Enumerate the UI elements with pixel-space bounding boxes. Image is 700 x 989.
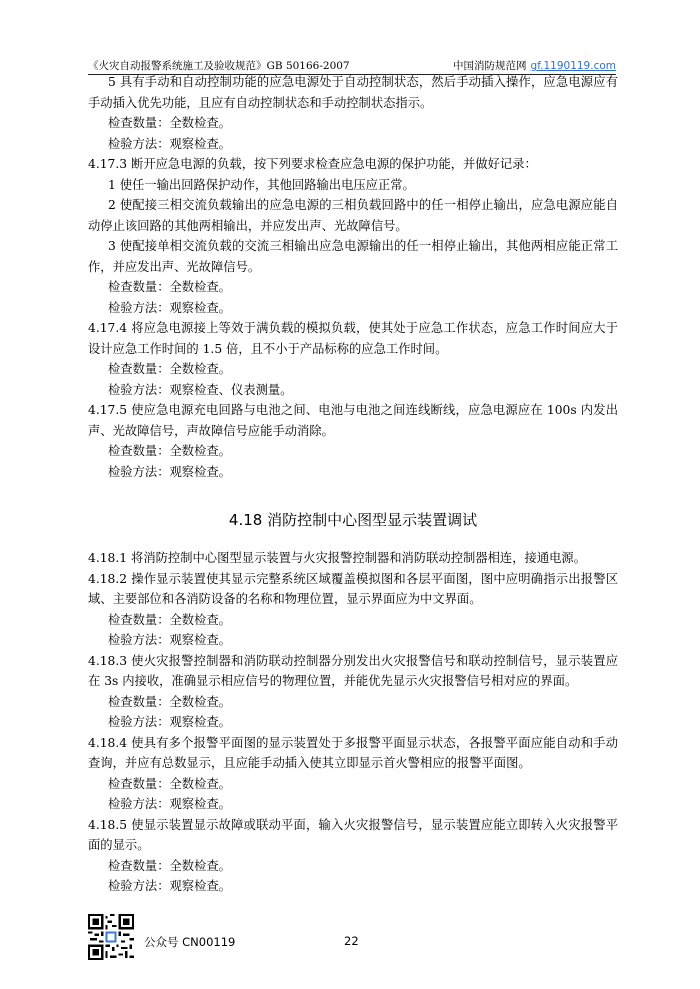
paragraph: 1 使任一输出回路保护动作，其他回路输出电压应正常。 xyxy=(108,177,415,192)
paragraph: 4.17.4 将应急电源接上等效于满负载的模拟负载，使其处于应急工作状态，应急工作时间应大于设计应急工作时间的 1.5 倍，且不小于产品标称的应急工作时间。 xyxy=(88,321,618,356)
paragraph: 3 使配接单相交流负载的交流三相输出应急电源输出的任一相停止输出，其他两相应能正常工作，并应发出声、光故障信号。 xyxy=(88,239,618,274)
paragraph: 4.18.3 使火灾报警控制器和消防联动控制器分别发出火灾报警信号和联动控制信号，显示装置应在 3s 内接收，准确显示相应信号的物理位置，并能优先显示火灾报警信号相对应的界面。 xyxy=(88,653,618,688)
paragraph: 检验方法：观察检查。 xyxy=(108,879,231,893)
paragraph: 检验方法：观察检查。 xyxy=(108,136,231,151)
paragraph: 检验方法：观察检查、仪表测量。 xyxy=(108,382,293,397)
header-site-url[interactable]: gf.1190119.com xyxy=(530,60,616,72)
document-body xyxy=(88,72,618,897)
footer-public-account: 公众号 CN00119 xyxy=(144,935,236,949)
paragraph: 4.18.1 将消防控制中心图型显示装置与火灾报警控制器和消防联动控制器相连，接通电源。 xyxy=(88,551,587,565)
paragraph: 2 使配接三相交流负载输出的应急电源的三相负载回路中的任一相停止输出，应急电源应能自动停止该回路的其他两相输出，并应发出声、光故障信号。 xyxy=(88,198,618,233)
header-site-name: 中国消防规范网 xyxy=(453,60,527,72)
paragraph: 检查数量：全数检查。 xyxy=(108,612,231,627)
paragraph: 检查数量：全数检查。 xyxy=(108,362,231,376)
header-site xyxy=(453,58,616,73)
paragraph: 检验方法：观察检查。 xyxy=(108,300,231,315)
paragraph: 检查数量：全数检查。 xyxy=(108,776,231,791)
paragraph: 检查数量：全数检查。 xyxy=(108,694,231,709)
page-footer xyxy=(88,914,616,966)
paragraph: 检验方法：观察检查。 xyxy=(108,633,231,647)
section-4-17-content xyxy=(88,72,618,482)
paragraph: 检查数量：全数检查。 xyxy=(108,280,231,294)
header-document-title: 《火灾自动报警系统施工及验收规范》GB 50166-2007 xyxy=(88,60,350,72)
paragraph: 检验方法：观察检查。 xyxy=(108,797,231,811)
qr-code-icon xyxy=(88,914,134,960)
page-number: 22 xyxy=(344,934,359,948)
paragraph: 检验方法：观察检查。 xyxy=(108,715,231,729)
paragraph: 4.18.4 使具有多个报警平面图的显示装置处于多报警平面显示状态，各报警平面应能自动和手动查询，并应有总数显示，且应能手动插入使其立即显示首火警相应的报警平面图。 xyxy=(88,735,618,770)
section-title: 4.18 消防控制中心图型显示装置调试 xyxy=(228,511,478,529)
paragraph: 4.18.2 操作显示装置使其显示完整系统区域覆盖模拟图和各层平面图，图中应明确指示出报警区域、主要部位和各消防设备的名称和物理位置，显示界面应为中文界面。 xyxy=(88,571,618,606)
paragraph: 4.17.5 使应急电源充电回路与电池之间、电池与电池之间连线断线，应急电源应在 100s 内发出声、光故障信号，声故障信号应能手动消除。 xyxy=(88,403,618,438)
section-4-18-content xyxy=(88,548,618,897)
paragraph: 检查数量：全数检查。 xyxy=(108,858,231,873)
paragraph: 检验方法：观察检查。 xyxy=(108,464,231,479)
paragraph: 5 具有手动和自动控制功能的应急电源处于自动控制状态，然后手动插入操作，应急电源应有手动插入优先功能，且应有自动控制状态和手动控制状态指示。 xyxy=(88,75,618,110)
paragraph: 检查数量：全数检查。 xyxy=(108,444,231,458)
paragraph: 4.17.3 断开应急电源的负载，按下列要求检查应急电源的保护功能，并做好记录： xyxy=(88,157,537,171)
paragraph: 检查数量：全数检查。 xyxy=(108,116,231,130)
paragraph: 4.18.5 使显示装置显示故障或联动平面，输入火灾报警信号，显示装置应能立即转入火灾报警平面的显示。 xyxy=(88,817,618,852)
